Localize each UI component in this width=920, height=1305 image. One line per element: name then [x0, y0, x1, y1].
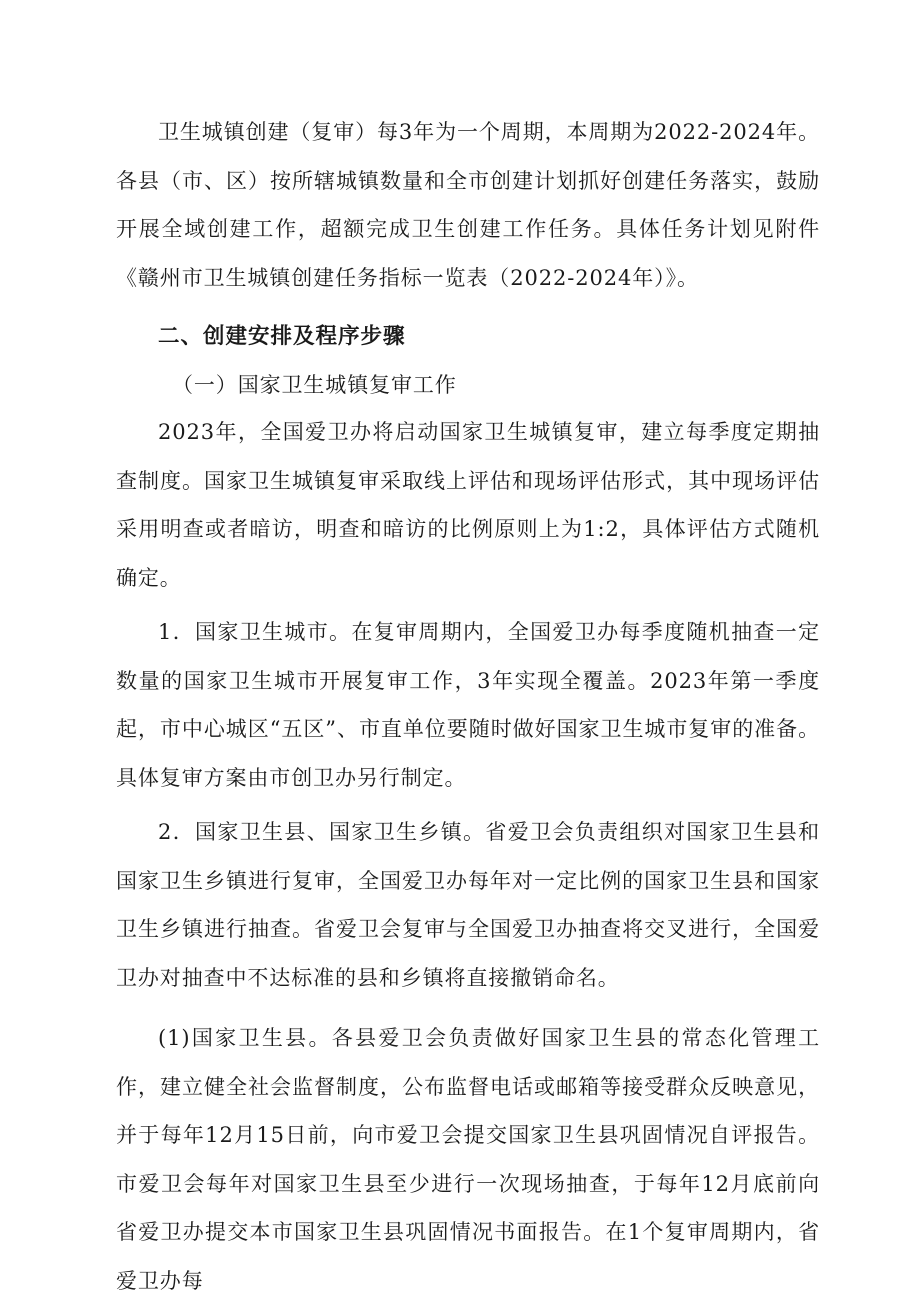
section-heading: 二、创建安排及程序步骤	[158, 324, 406, 349]
subsection-heading: （一）国家卫生城镇复审工作	[172, 373, 457, 397]
paragraph-national-city: 1．国家卫生城市。在复审周期内，全国爱卫办每季度随机抽查一定数量的国家卫生城市开展复审工作，3年实现全覆盖。2023年第一季度起，市中心城区“五区”、市直单位要随时做好国家卫生城市复审的准备。具体复审方案由市创卫办另行制定。	[116, 620, 820, 790]
paragraph-review-2023: 2023年，全国爱卫办将启动国家卫生城镇复审，建立每季度定期抽查制度。国家卫生城镇复审采取线上评估和现场评估形式，其中现场评估采用明查或者暗访，明查和暗访的比例原则上为1:2，具体评估方式随机确定。	[116, 420, 820, 590]
paragraph-national-county: (1)国家卫生县。各县爱卫会负责做好国家卫生县的常态化管理工作，建立健全社会监督制度，公布监督电话或邮箱等接受群众反映意见，并于每年12月15日前，向市爱卫会提交国家卫生县巩固情况自评报告。市爱卫会每年对国家卫生县至少进行一次现场抽查，于每年12月底前向省爱卫办提交本市国家卫生县巩固情况书面报告。在1个复审周期内，省爱卫办每	[116, 1026, 820, 1293]
paragraph-cycle: 卫生城镇创建（复审）每3年为一个周期，本周期为2022-2024年。各县（市、区）按所辖城镇数量和全市创建计划抓好创建任务落实，鼓励开展全域创建工作，超额完成卫生创建工作任务。具体任务计划见附件《赣州市卫生城镇创建任务指标一览表（2022-2024年）》。	[116, 120, 820, 290]
paragraph-national-county-town: 2．国家卫生县、国家卫生乡镇。省爱卫会负责组织对国家卫生县和国家卫生乡镇进行复审，全国爱卫办每年对一定比例的国家卫生县和国家卫生乡镇进行抽查。省爱卫会复审与全国爱卫办抽查将交叉进行，全国爱卫办对抽查中不达标准的县和乡镇将直接撤销命名。	[116, 820, 820, 990]
